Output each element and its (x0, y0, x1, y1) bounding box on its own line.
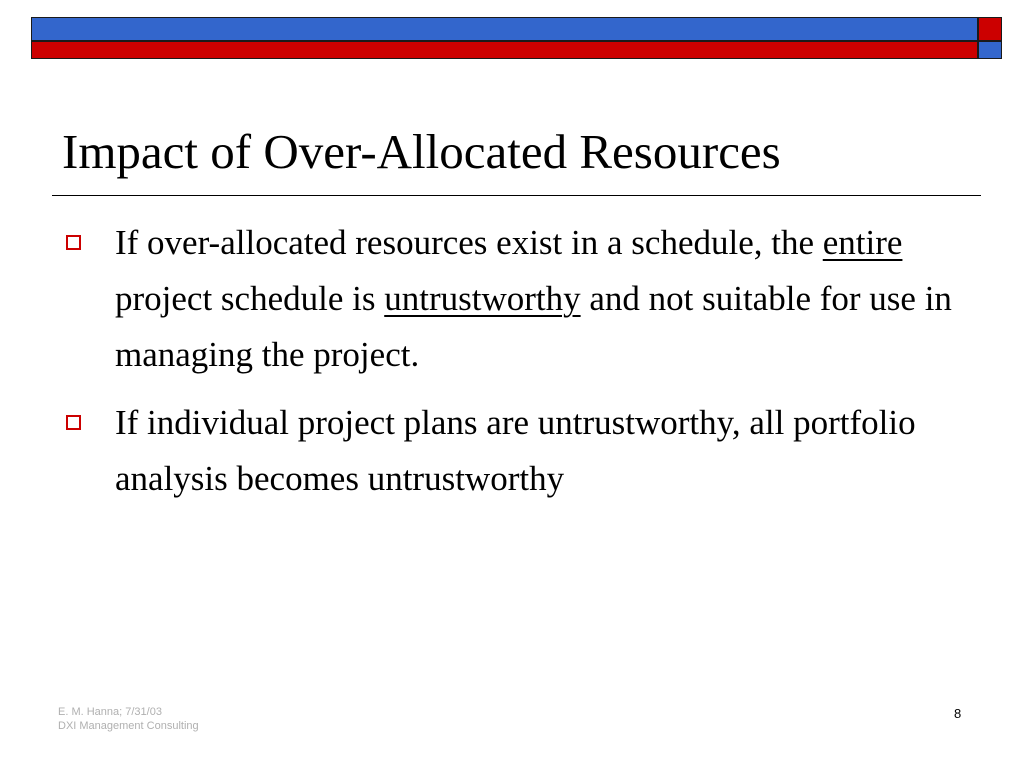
footer-credit (58, 705, 199, 733)
footer-author-date: E. M. Hanna; 7/31/03 (58, 706, 162, 718)
bullet-text-2: If individual project plans are untrustworthy, all portfolio analysis becomes untrustworthy (115, 403, 916, 498)
slide-title: Impact of Over-Allocated Resources (62, 124, 781, 179)
underlined-word-entire: entire (822, 223, 903, 262)
header-square-blue (978, 41, 1002, 59)
title-divider (52, 195, 981, 196)
header-bar-blue (31, 17, 978, 41)
underlined-word-untrustworthy: untrustworthy (384, 279, 581, 318)
header-bar-red (31, 41, 978, 59)
page-number: 8 (954, 706, 962, 721)
square-bullet-icon (66, 235, 81, 250)
square-bullet-icon (66, 415, 81, 430)
header-square-red (978, 17, 1002, 41)
bullet-text-1: If over-allocated resources exist in a schedule, the entire project schedule is untrustworthy and not suitable for use in managing the project. (115, 223, 952, 374)
bullet-item-1 (0, 215, 975, 383)
bullet-list (0, 215, 1024, 519)
footer-company: DXI Management Consulting (58, 720, 199, 732)
bullet-item-2 (0, 395, 975, 507)
